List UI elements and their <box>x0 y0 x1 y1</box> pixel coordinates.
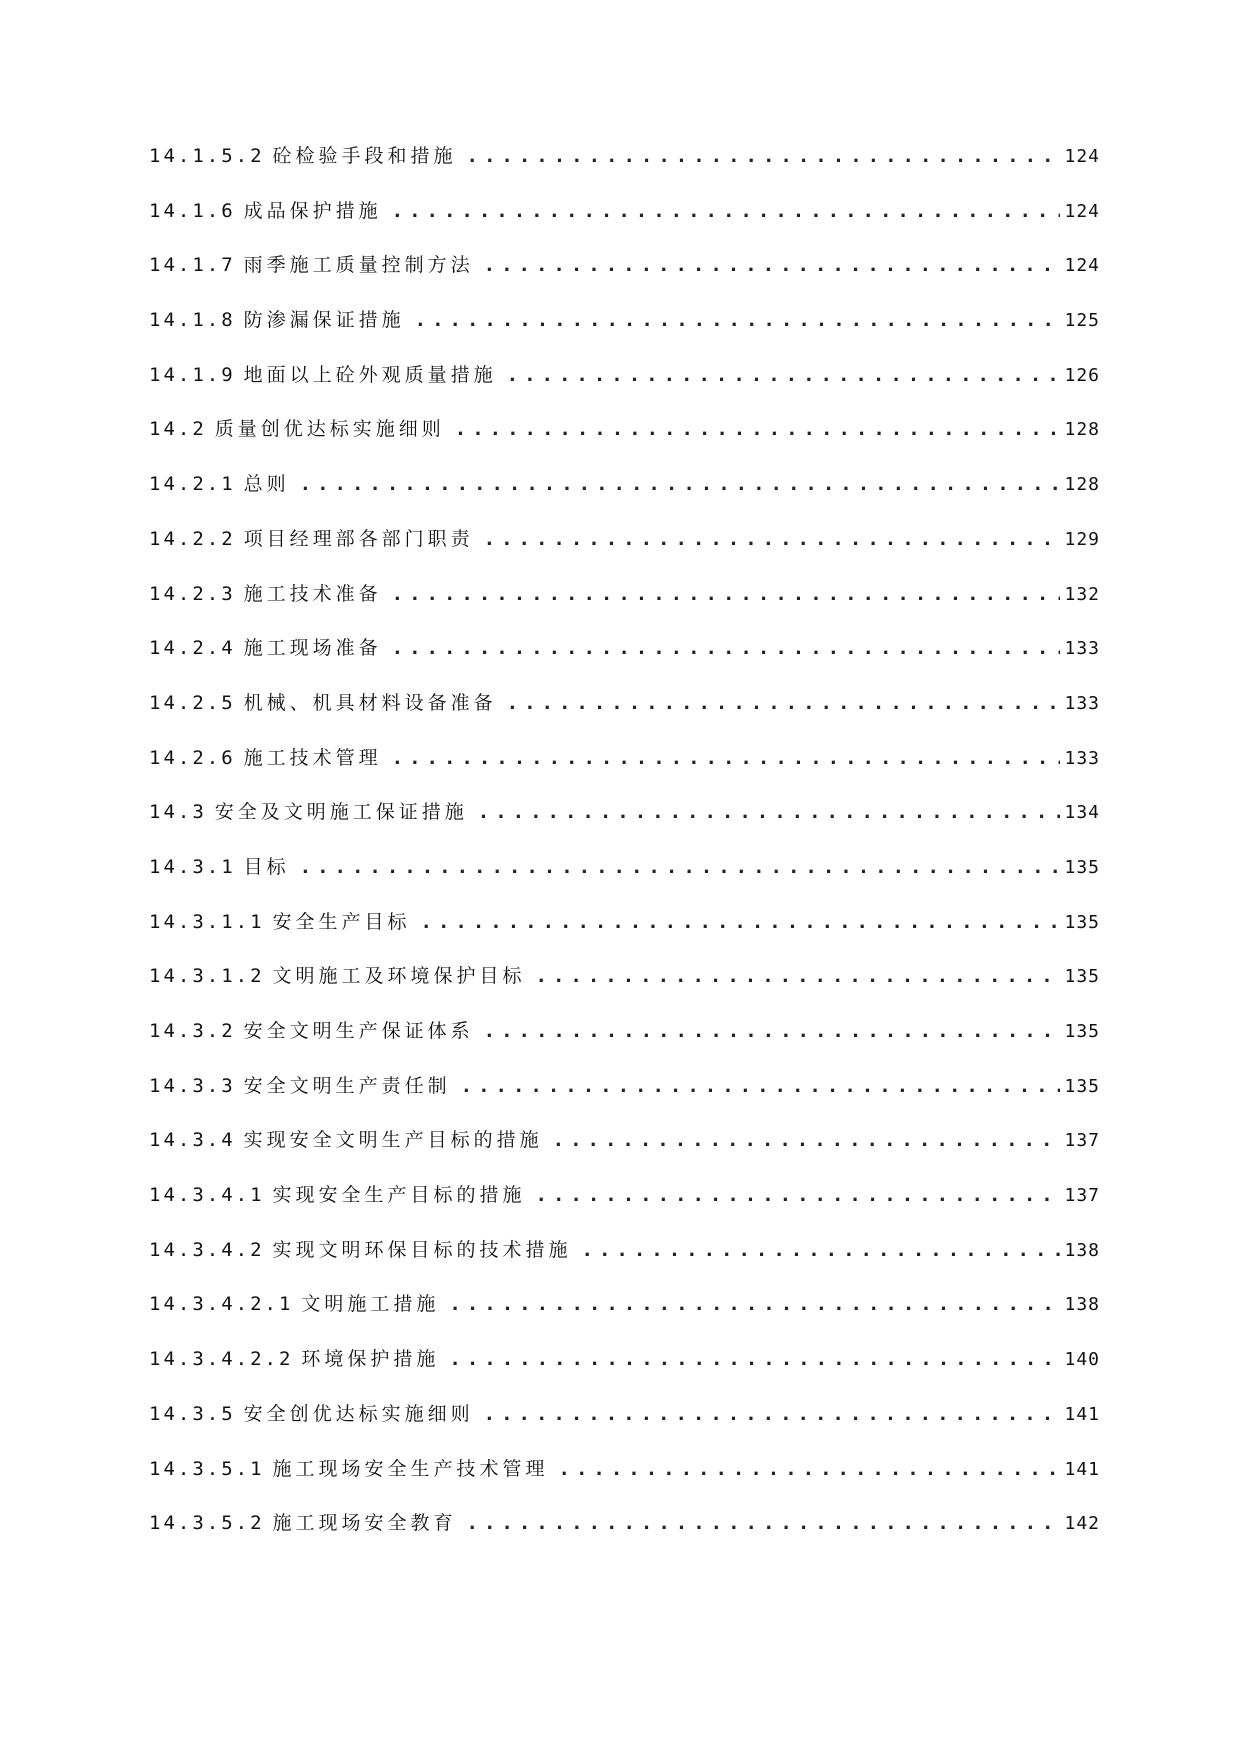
entry-title: 施工技术准备 <box>243 582 382 605</box>
entry-page-number: 140 <box>1064 1349 1100 1371</box>
entry-title: 防渗漏保证措施 <box>243 309 405 332</box>
dot-leader <box>421 911 1061 933</box>
entry-number: 14.2.5 <box>149 691 236 714</box>
entry-title: 成品保护措施 <box>243 199 382 222</box>
entry-number: 14.3.4.2.2 <box>149 1348 294 1371</box>
entry-page-number: 132 <box>1064 583 1100 605</box>
entry-title: 砼检验手段和措施 <box>272 145 457 167</box>
entry-number: 14.2.1 <box>149 473 236 496</box>
entry-page-number: 133 <box>1064 692 1100 714</box>
entry-number: 14.3.5.2 <box>149 1512 265 1535</box>
entry-page-number: 141 <box>1064 1458 1100 1480</box>
entry-page-number: 133 <box>1064 638 1100 660</box>
toc-entry[interactable] <box>149 1508 1100 1563</box>
dot-leader <box>559 1458 1061 1480</box>
entry-number: 14.2.6 <box>149 746 236 769</box>
entry-title: 实现文明环保目标的技术措施 <box>272 1238 572 1261</box>
dot-leader <box>582 1239 1061 1261</box>
entry-page-number: 135 <box>1064 1075 1100 1097</box>
dot-leader <box>449 1293 1060 1315</box>
entry-page-number: 125 <box>1064 310 1100 332</box>
entry-title: 施工现场准备 <box>243 637 382 660</box>
entry-page-number: 138 <box>1064 1239 1100 1261</box>
toc-entry[interactable] <box>149 250 1100 305</box>
entry-number: 14.3.3 <box>149 1074 236 1097</box>
toc-entry[interactable] <box>149 579 1100 634</box>
dot-leader <box>536 965 1061 987</box>
dot-leader <box>484 1020 1061 1042</box>
entry-page-number: 137 <box>1064 1130 1100 1152</box>
dot-leader <box>392 747 1061 769</box>
table-of-contents <box>149 141 1100 1563</box>
toc-entry[interactable] <box>149 305 1100 360</box>
toc-entry[interactable] <box>149 1125 1100 1180</box>
entry-title: 安全文明生产责任制 <box>243 1074 451 1097</box>
dot-leader <box>553 1129 1061 1151</box>
entry-page-number: 124 <box>1064 255 1100 277</box>
entry-page-number: 133 <box>1064 747 1100 769</box>
dot-leader <box>392 583 1061 605</box>
dot-leader <box>484 254 1061 276</box>
dot-leader <box>455 418 1061 440</box>
entry-number: 14.1.7 <box>149 254 236 277</box>
entry-page-number: 134 <box>1064 802 1100 824</box>
entry-title: 雨季施工质量控制方法 <box>243 254 474 277</box>
toc-entry[interactable] <box>149 196 1100 251</box>
toc-entry[interactable] <box>149 1344 1100 1399</box>
toc-entry[interactable] <box>149 1235 1100 1290</box>
toc-entry[interactable] <box>149 360 1100 415</box>
entry-title: 目标 <box>243 855 290 878</box>
entry-title: 环境保护措施 <box>301 1348 440 1371</box>
entry-page-number: 128 <box>1064 419 1100 441</box>
entry-page-number: 129 <box>1064 528 1100 550</box>
entry-number: 14.3.5.1 <box>149 1457 265 1480</box>
dot-leader <box>461 1075 1061 1097</box>
entry-number: 14.3.4.2.1 <box>149 1293 294 1316</box>
entry-number: 14.2.2 <box>149 527 236 550</box>
toc-entry[interactable] <box>149 1016 1100 1071</box>
entry-title: 安全生产目标 <box>272 910 411 933</box>
entry-title: 安全及文明施工保证措施 <box>214 801 468 824</box>
toc-entry[interactable] <box>149 633 1100 688</box>
entry-title: 文明施工及环境保护目标 <box>272 965 526 988</box>
entry-title: 总则 <box>243 473 290 496</box>
entry-number: 14.1.5.2 <box>149 145 265 167</box>
entry-number: 14.2.4 <box>149 637 236 660</box>
dot-leader <box>484 528 1061 550</box>
entry-page-number: 138 <box>1064 1294 1100 1316</box>
entry-page-number: 126 <box>1064 364 1100 386</box>
dot-leader <box>467 1512 1061 1534</box>
entry-page-number: 135 <box>1064 1021 1100 1042</box>
toc-entry[interactable] <box>149 1399 1100 1454</box>
entry-page-number: 135 <box>1064 911 1100 933</box>
entry-number: 14.3.4 <box>149 1129 236 1152</box>
toc-entry[interactable] <box>149 524 1100 579</box>
entry-page-number: 124 <box>1064 200 1100 222</box>
entry-title: 安全创优达标实施细则 <box>243 1402 474 1425</box>
toc-entry[interactable] <box>149 414 1100 469</box>
entry-page-number: 135 <box>1064 856 1100 878</box>
entry-number: 14.2.3 <box>149 582 236 605</box>
dot-leader <box>507 692 1061 714</box>
toc-entry[interactable] <box>149 1454 1100 1509</box>
entry-title: 地面以上砼外观质量措施 <box>243 363 497 386</box>
dot-leader <box>536 1184 1061 1206</box>
entry-number: 14.3.1.1 <box>149 910 265 933</box>
dot-leader <box>392 637 1061 659</box>
toc-entry[interactable] <box>149 1289 1100 1344</box>
toc-entry[interactable] <box>149 743 1100 798</box>
entry-number: 14.1.9 <box>149 363 236 386</box>
toc-entry[interactable] <box>149 961 1100 1016</box>
dot-leader <box>392 200 1061 222</box>
entry-title: 施工技术管理 <box>243 746 382 769</box>
toc-entry[interactable] <box>149 469 1100 524</box>
toc-entry[interactable] <box>149 1071 1100 1126</box>
dot-leader <box>449 1348 1060 1370</box>
dot-leader <box>484 1403 1061 1425</box>
entry-page-number: 135 <box>1064 966 1100 988</box>
entry-number: 14.3.4.1 <box>149 1184 265 1207</box>
entry-number: 14.3 <box>149 801 207 824</box>
entry-title: 文明施工措施 <box>301 1293 440 1316</box>
entry-title: 机械、机具材料设备准备 <box>243 691 497 714</box>
toc-entry[interactable] <box>149 141 1100 196</box>
entry-title: 质量创优达标实施细则 <box>214 418 445 441</box>
dot-leader <box>300 473 1061 495</box>
entry-page-number: 141 <box>1064 1403 1100 1425</box>
entry-title: 安全文明生产保证体系 <box>243 1020 474 1042</box>
toc-entry[interactable] <box>149 1180 1100 1235</box>
toc-entry[interactable] <box>149 852 1100 907</box>
entry-number: 14.2 <box>149 418 207 441</box>
entry-number: 14.3.1 <box>149 855 236 878</box>
entry-title: 项目经理部各部门职责 <box>243 527 474 550</box>
entry-number: 14.1.8 <box>149 309 236 332</box>
entry-number: 14.3.4.2 <box>149 1238 265 1261</box>
dot-leader <box>415 309 1061 331</box>
entry-page-number: 128 <box>1064 474 1100 496</box>
toc-entry[interactable] <box>149 797 1100 852</box>
toc-entry[interactable] <box>149 907 1100 962</box>
entry-page-number: 137 <box>1064 1185 1100 1207</box>
entry-page-number: 124 <box>1064 146 1100 167</box>
entry-title: 实现安全生产目标的措施 <box>272 1184 526 1207</box>
dot-leader <box>300 856 1061 878</box>
entry-title: 施工现场安全教育 <box>272 1512 457 1535</box>
dot-leader <box>478 801 1061 823</box>
toc-entry[interactable] <box>149 688 1100 743</box>
entry-number: 14.1.6 <box>149 199 236 222</box>
entry-title: 施工现场安全生产技术管理 <box>272 1457 549 1480</box>
entry-number: 14.3.1.2 <box>149 965 265 988</box>
entry-title: 实现安全文明生产目标的措施 <box>243 1129 543 1152</box>
entry-page-number: 142 <box>1064 1513 1100 1535</box>
dot-leader <box>507 364 1061 386</box>
dot-leader <box>467 145 1061 167</box>
entry-number: 14.3.2 <box>149 1020 236 1042</box>
entry-number: 14.3.5 <box>149 1402 236 1425</box>
